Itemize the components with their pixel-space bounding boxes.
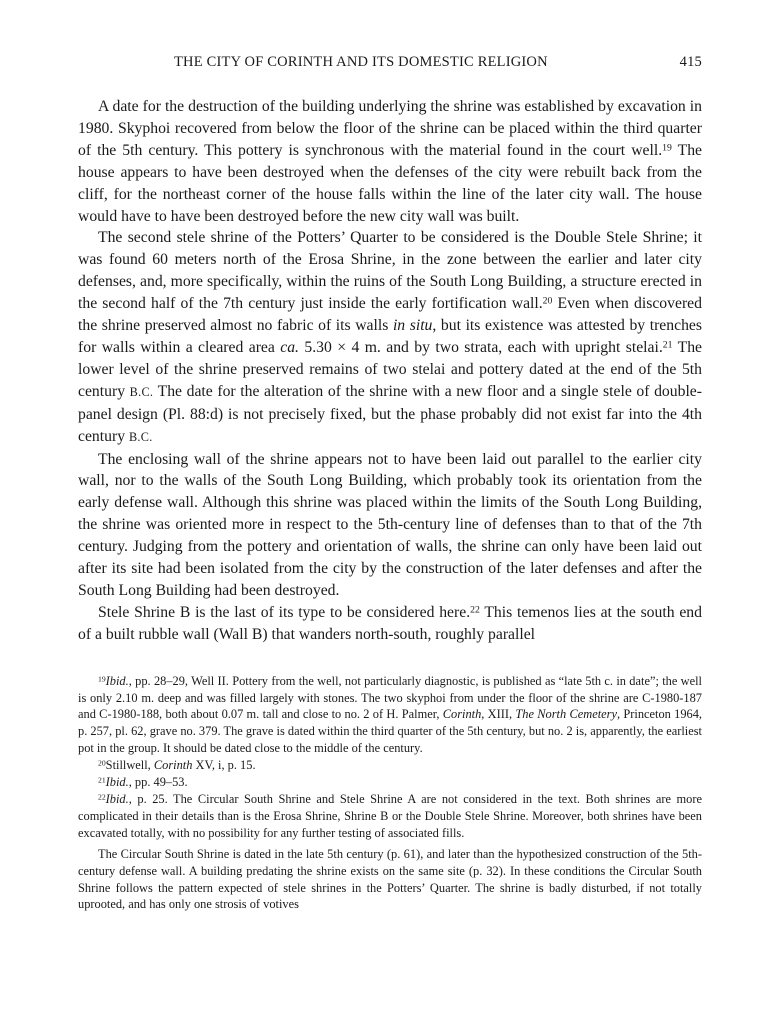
italic-term: The North Cemetery [515,707,617,722]
footnote-ref-19: 19 [662,142,672,154]
italic-term: Corinth [442,707,482,722]
text-segment: , pp. 49–53. [128,775,188,790]
text-segment: The date for the alteration of the shrine with a new floor and a single stele of double-panel design (Pl. 88:d) is not precisely fixed, but the phase probably did not exist far into the 4th century [78,382,702,445]
footnote-number: 20 [98,758,106,768]
footnotes [78,673,702,914]
text-segment: 5.30 × 4 m. and by two strata, each with upright stelai. [298,338,663,356]
italic-term: Ibid. [105,775,129,790]
small-caps-era: B.C. [128,429,153,444]
body-text [78,96,702,646]
text-segment: The enclosing wall of the shrine appears not to have been laid out parallel to the earlier city wall, nor to the walls of the South Long Building, which probably took its orientation from the early defense wall. Although this shrine was placed within the limits of the South Long Building, the shrine was oriented more in respect to the 5th-century line of defenses than to that of the 7th century. Judging from the pottery and orientation of walls, the shrine can only have been laid out after its site had been isolated from the city by the construction of the later defenses and after the South Long Building had been destroyed. [78,450,702,599]
running-title: THE CITY OF CORINTH AND ITS DOMESTIC RELIGION [174,54,548,70]
paragraph-4 [78,602,702,646]
text-segment: Stele Shrine B is the last of its type to be considered here. [98,603,471,621]
text-segment: , but its existence was attested by trenches for walls within a cleared area [78,317,702,356]
paragraph-1 [78,96,702,227]
footnote-21 [78,774,702,791]
footnote-number: 22 [98,792,106,802]
text-segment: , p. 25. The Circular South Shrine and Stele Shrine A are not considered in the text. Both shrines are more complicated in their details than is the Erosa Shrine, Shrine B or the Double Stele Shrine. Moreover, both shrines have been excavated totally, with no possibility for any further testing of associated fills. [78,792,702,840]
small-caps-era: B.C. [129,384,154,399]
footnote-20 [78,757,702,774]
text-segment: , XIII, [481,707,516,722]
footnote-22 [78,791,702,842]
paragraph-2 [78,227,702,448]
italic-term: Corinth [153,758,193,773]
footnote-number: 21 [98,775,106,785]
footnote-22-continuation [78,846,702,914]
page-number: 415 [679,54,702,70]
text-segment: The second stele shrine of the Potters’ Quarter to be considered is the Double Stele Shrine; it was found 60 meters north of the Erosa Shrine, in the zone between the earlier and later city defenses, and, more specifically, within the ruins of the South Long Building, a structure erected in the second half of the 7th century just inside the early fortification wall. [78,229,702,313]
text-segment: , Princeton 1964, p. 257, pl. 62, grave no. 379. The grave is dated within the third quarter of the 5th century, but no. 2 is, apparently, the earliest pot in the group. It should be dated close to the middle of the century. [78,707,703,756]
text-segment: The house appears to have been destroyed when the defenses of the city were rebuilt back from the cliff, for the northeast corner of the house falls within the line of the later city wall. The house would have to have been destroyed before the new city wall was built. [78,141,703,225]
footnote-ref-21: 21 [662,339,673,351]
text-segment: Stillwell, [105,758,154,773]
text-segment: XV, i, p. 15. [192,758,256,773]
italic-term: Ibid. [105,792,129,806]
text-segment: Even when discovered the shrine preserved almost no fabric of its walls [78,295,702,335]
footnote-ref-22: 22 [470,604,480,616]
italic-term: ca. [280,338,299,356]
footnote-number: 19 [98,674,106,684]
page [78,54,702,913]
text-segment: A date for the destruction of the building underlying the shrine was established by excavation in 1980. Skyphoi recovered from below the floor of the shrine can be placed within the third quarter of the 5th century. This pottery is synchronous with the material found in the court well. [78,98,702,159]
italic-term: in situ [392,317,433,335]
paragraph-3 [78,449,702,602]
footnote-ref-20: 20 [542,295,553,307]
text-segment: , pp. 28–29, Well II. Pottery from the well, not particularly diagnostic, is published as “late 5th c. in date”; the well is only 2.10 m. deep and was filled largely with stones. The two skyphoi from under the floor of the shrine are C-1980-187 and C-1980-188, both about 0.07 m. tall and close to no. 2 of H. Palmer, [78,673,702,722]
text-segment: This temenos lies at the south end of a built rubble wall (Wall B) that wanders north-south, roughly parallel [78,603,702,643]
text-segment: The lower level of the shrine preserved remains of two stelai and pottery dated at the end of the 5th century [78,338,703,400]
text-segment: The Circular South Shrine is dated in the late 5th century (p. 61), and later than the hypothesized construction of the 5th-century defense wall. A building predating the shrine exists on the same site (p. 32). In these conditions the Circular South Shrine follows the pattern expected of stele shrines in the Potters’ Quarter. The shrine is badly disturbed, if not totally uprooted, and has only one strosis of votives [78,846,702,912]
footnote-19 [78,673,702,758]
italic-term: Ibid. [105,673,129,688]
running-header [78,54,702,76]
